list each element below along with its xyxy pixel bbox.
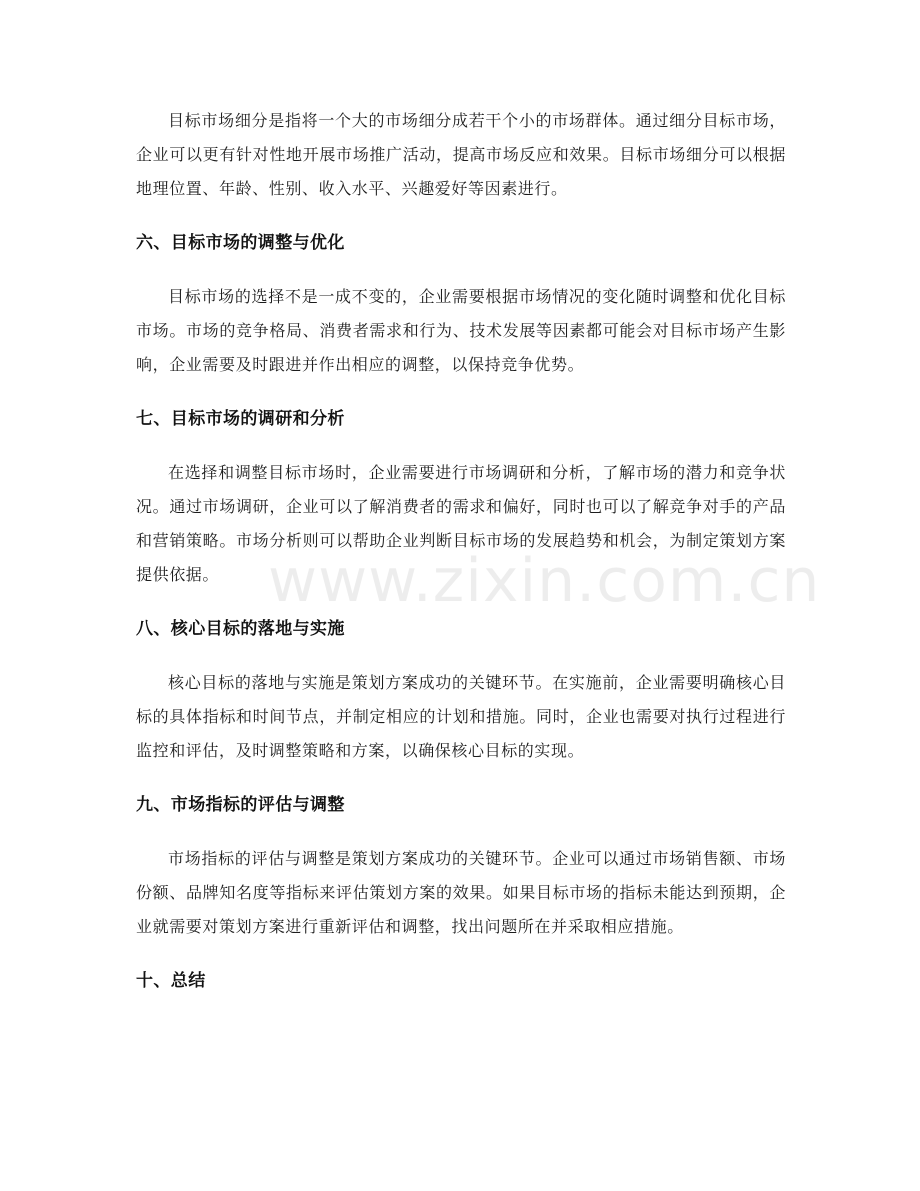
paragraph-section-6: 目标市场的选择不是一成不变的，企业需要根据市场情况的变化随时调整和优化目标市场。市场的竞争格局、消费者需求和行为、技术发展等因素都可能会对目标市场产生影响，企业需要及时跟进并作出相应的调整，以保持竞争优势。 [136,287,786,374]
paragraph-section-9: 市场指标的评估与调整是策划方案成功的关键环节。企业可以通过市场销售额、市场份额、品牌知名度等指标来评估策划方案的效果。如果目标市场的指标未能达到预期，企业就需要对策划方案进行重新评估和调整，找出问题所在并采取相应措施。 [136,849,786,936]
watermark-text: www.zixin.com.cn [268,546,821,616]
heading-section-9: 九、市场指标的评估与调整 [136,795,345,815]
paragraph-section-8: 核心目标的落地与实施是策划方案成功的关键环节。在实施前，企业需要明确核心目标的具体指标和时间节点，并制定相应的计划和措施。同时，企业也需要对执行过程进行监控和评估，及时调整策略和方案，以确保核心目标的实现。 [136,673,786,760]
paragraph-market-segmentation: 目标市场细分是指将一个大的市场细分成若干个小的市场群体。通过细分目标市场，企业可以更有针对性地开展市场推广活动，提高市场反应和效果。目标市场细分可以根据地理位置、年龄、性别、收入水平、兴趣爱好等因素进行。 [136,111,786,198]
heading-section-10: 十、总结 [136,971,206,991]
heading-section-6: 六、目标市场的调整与优化 [136,233,345,253]
heading-section-8: 八、核心目标的落地与实施 [136,619,345,639]
document-body [136,104,786,998]
heading-section-7: 七、目标市场的调研和分析 [136,409,345,429]
paragraph-section-7: 在选择和调整目标市场时，企业需要进行市场调研和分析，了解市场的潜力和竞争状况。通过市场调研，企业可以了解消费者的需求和偏好，同时也可以了解竞争对手的产品和营销策略。市场分析则可以帮助企业判断目标市场的发展趋势和机会，为制定策划方案提供依据。 [136,463,786,584]
